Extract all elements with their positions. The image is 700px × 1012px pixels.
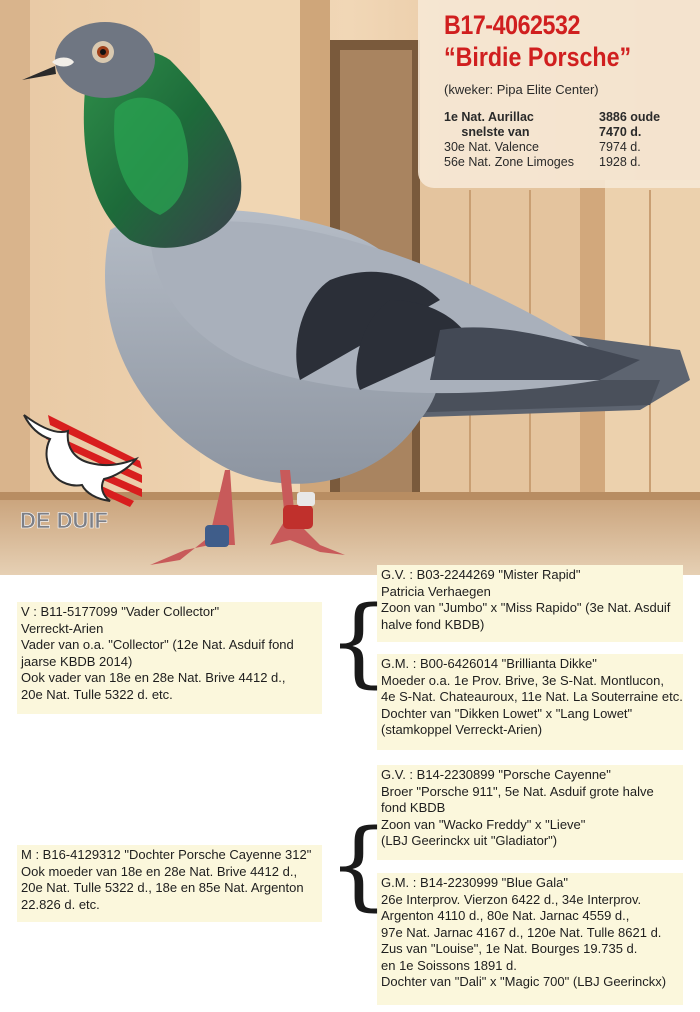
pedigree-line: M : B16-4129312 "Dochter Porsche Cayenne 312": [21, 847, 312, 862]
pedigree-line: V : B11-5177099 "Vader Collector": [21, 604, 220, 619]
result-text: 56e Nat. Zone Limoges: [444, 155, 574, 169]
pedigree-line: 97e Nat. Jarnac 4167 d., 120e Nat. Tulle 8621 d.: [381, 924, 662, 940]
pedigree-line: (stamkoppel Verreckt-Arien): [381, 722, 543, 737]
pedigree-line: (LBJ Geerinckx uit "Gladiator"): [381, 833, 558, 848]
pedigree-line: 4e S-Nat. Chateauroux, 11e Nat. La Souterraine etc.: [381, 689, 683, 704]
sire-granddam-box: [377, 654, 683, 750]
registration-number: B17-4062532: [444, 10, 581, 40]
de-duif-logo: [16, 405, 148, 533]
dam-brace: {: [328, 809, 390, 921]
dam-grandsire-box: [377, 765, 683, 860]
pedigree-line: Vader van o.a. "Collector" (12e Nat. Asduif fond: [21, 637, 294, 652]
result-text: 1e Nat. Aurillac: [444, 110, 534, 124]
sire-box: [17, 602, 322, 714]
sire-grandsire-box: [377, 565, 683, 642]
pedigree-line: Verreckt-Arien: [21, 620, 104, 636]
pedigree-line: 20e Nat. Tulle 5322 d. etc.: [21, 686, 173, 702]
pedigree-line: G.M. : B00-6426014 "Brillianta Dikke": [381, 656, 597, 671]
pedigree-line: Zoon van "Wacko Freddy" x "Lieve": [381, 816, 586, 832]
pedigree-line: Ook moeder van 18e en 28e Nat. Brive 4412 d.,: [21, 863, 298, 879]
pigeon-nickname: “Birdie Porsche”: [444, 42, 632, 72]
pedigree-line: en 1e Soissons 1891 d.: [381, 957, 517, 973]
dam-box: [17, 845, 322, 922]
logo-text: DE DUIF: [20, 508, 108, 533]
pedigree-line: G.V. : B14-2230899 "Porsche Cayenne": [381, 767, 611, 782]
dam-granddam-box: [377, 873, 683, 1005]
pedigree-line: 20e Nat. Tulle 5322 d., 18e en 85e Nat. Argenton: [21, 880, 304, 895]
pedigree-line: Ook vader van 18e en 28e Nat. Brive 4412 d.,: [21, 670, 286, 685]
pedigree-line: Dochter van "Dali" x "Magic 700" (LBJ Geerinckx): [381, 974, 667, 989]
pedigree-line: G.M. : B14-2230999 "Blue Gala": [381, 875, 569, 890]
pedigree-line: Broer "Porsche 911", 5e Nat. Asduif grote halve: [381, 783, 654, 799]
breeder-line: (kweker: Pipa Elite Center): [444, 82, 599, 97]
sire-brace: {: [328, 586, 390, 698]
pedigree-line: Zus van "Louise", 1e Nat. Bourges 19.735 d.: [381, 941, 638, 956]
pedigree-line: halve fond KBDB): [381, 616, 485, 632]
pedigree-line: jaarse KBDB 2014): [21, 653, 133, 669]
result-value: 7974 d.: [599, 140, 641, 154]
dove-icon: [24, 415, 142, 507]
result-text: 30e Nat. Valence: [444, 140, 539, 154]
pedigree-line: Zoon van "Jumbo" x "Miss Rapido" (3e Nat. Asduif: [381, 600, 671, 615]
result-value: 7470 d.: [599, 125, 642, 139]
pedigree-line: 22.826 d. etc.: [21, 896, 100, 912]
pedigree-line: Moeder o.a. 1e Prov. Brive, 3e S-Nat. Montlucon,: [381, 672, 665, 688]
pedigree-line: fond KBDB: [381, 800, 446, 815]
pedigree-line: Dochter van "Dikken Lowet" x "Lang Lowet": [381, 705, 633, 721]
pedigree-line: G.V. : B03-2244269 "Mister Rapid": [381, 567, 581, 582]
pedigree-line: 26e Interprov. Vierzon 6422 d., 34e Interprov.: [381, 891, 642, 907]
result-text: snelste van: [444, 125, 530, 139]
pedigree-line: Argenton 4110 d., 80e Nat. Jarnac 4559 d.,: [381, 908, 630, 923]
pedigree-line: Patricia Verhaegen: [381, 583, 491, 599]
result-value: 3886 oude: [599, 110, 661, 124]
result-value: 1928 d.: [599, 155, 641, 169]
